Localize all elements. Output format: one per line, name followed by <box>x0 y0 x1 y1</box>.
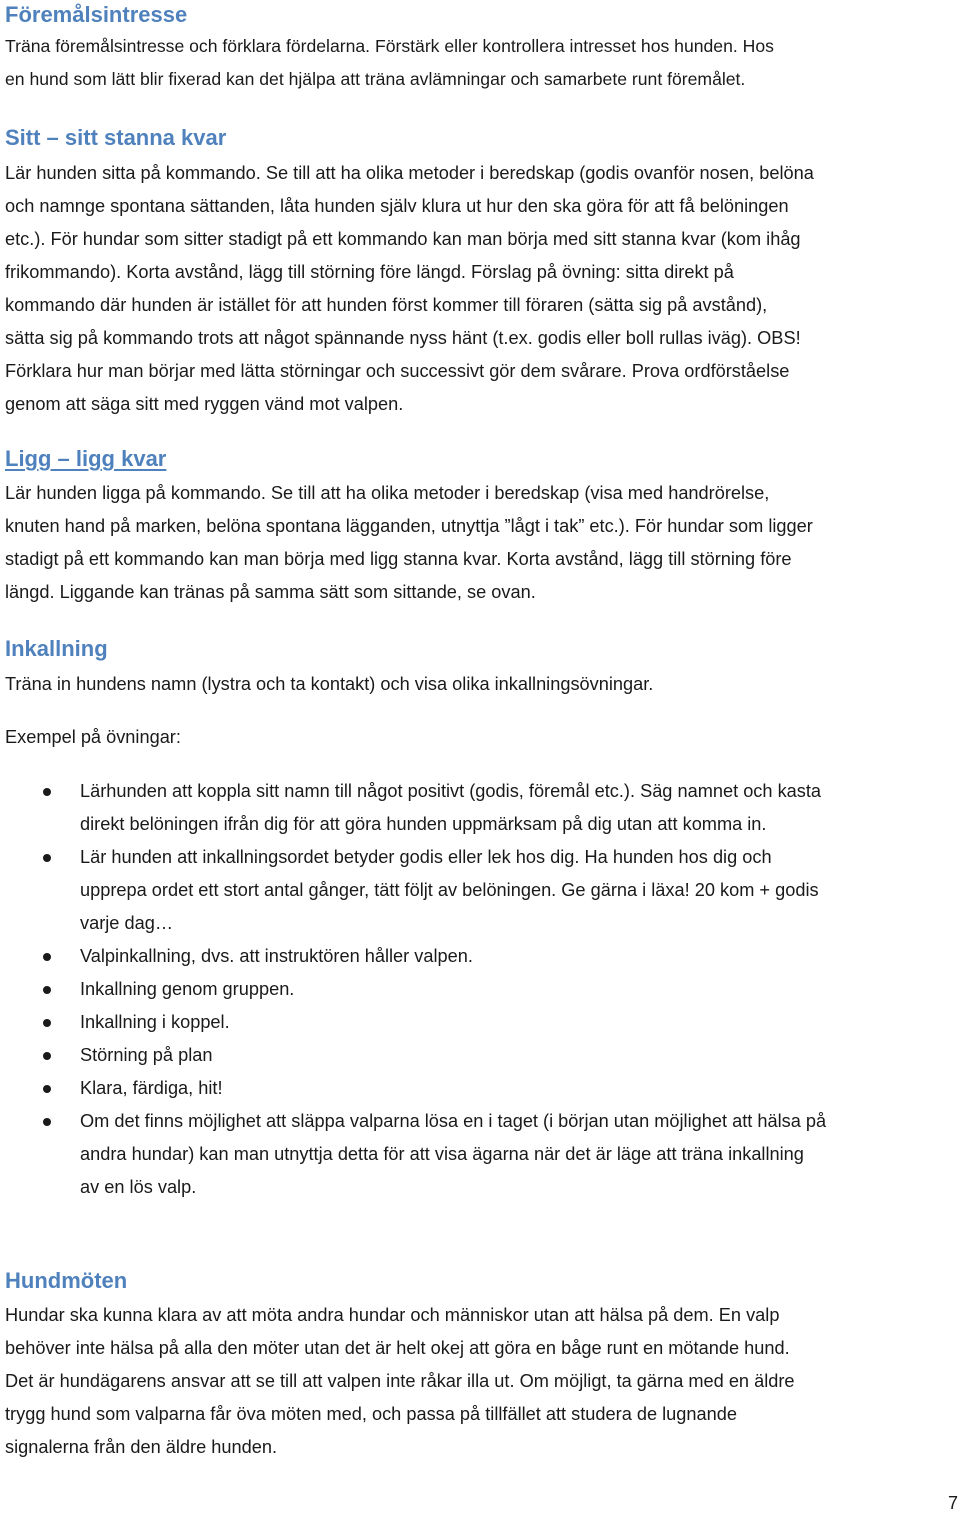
section-heading-ligg: Ligg – ligg kvar <box>5 446 167 471</box>
list-item: Lärhunden att koppla sitt namn till något positivt (godis, föremål etc.). Säg namnet och kasta direkt belöningen ifrån dig för att göra hunden uppmärksam på dig utan att komma in. <box>5 775 960 841</box>
bullet-icon <box>43 1019 51 1027</box>
paragraph-line: frikommando). Korta avstånd, lägg till störning före längd. Förslag på övning: sitta direkt på <box>5 262 734 282</box>
page-number: 7 <box>947 1493 958 1513</box>
bullet-icon <box>43 1085 51 1093</box>
paragraph-line: Träna föremålsintresse och förklara fördelarna. Förstärk eller kontrollera intresset hos hunden. Hos <box>5 36 774 56</box>
list-item: Valpinkallning, dvs. att instruktören håller valpen. <box>5 940 960 973</box>
bullet-icon <box>43 953 51 961</box>
paragraph-line: Förklara hur man börjar med lätta störningar och successivt gör dem svårare. Prova ordförståelse <box>5 361 790 381</box>
list-item: Inkallning i koppel. <box>5 1006 960 1039</box>
list-item: Störning på plan <box>5 1039 960 1072</box>
paragraph-line: genom att säga sitt med ryggen vänd mot valpen. <box>5 394 404 414</box>
bullet-icon <box>43 854 51 862</box>
paragraph-line: Det är hundägarens ansvar att se till att valpen inte råkar illa ut. Om möjligt, ta gärna med en äldre <box>5 1371 795 1391</box>
paragraph-line: Hundar ska kunna klara av att möta andra hundar och människor utan att hälsa på dem. En valp <box>5 1305 780 1325</box>
list-item: Lär hunden att inkallningsordet betyder godis eller lek hos dig. Ha hunden hos dig och upprepa ordet ett stort antal gånger, tätt följt av belöningen. Ge gärna i läxa! 20 kom + godis varje dag… <box>5 841 960 940</box>
paragraph-line: en hund som lätt blir fixerad kan det hjälpa att träna avlämningar och samarbete runt föremålet. <box>5 69 746 89</box>
paragraph-line: Lär hunden ligga på kommando. Se till att ha olika metoder i beredskap (visa med handrörelse, <box>5 483 770 503</box>
bullet-icon <box>43 1052 51 1060</box>
paragraph-line: längd. Liggande kan tränas på samma sätt som sittande, se ovan. <box>5 582 536 602</box>
section-heading-sitt: Sitt – sitt stanna kvar <box>5 125 227 150</box>
paragraph-line: signalerna från den äldre hunden. <box>5 1437 278 1457</box>
paragraph-line: och namnge spontana sättanden, låta hunden själv klura ut hur den ska göra för att få belöningen <box>5 196 789 216</box>
paragraph-line: stadigt på ett kommando kan man börja med ligg stanna kvar. Korta avstånd, lägg till störning före <box>5 549 792 569</box>
bullet-icon <box>43 986 51 994</box>
exercise-list <box>5 775 960 1204</box>
bullet-icon <box>43 1118 51 1126</box>
paragraph-line: sätta sig på kommando trots att något spännande nyss hänt (t.ex. godis eller boll rullas iväg). OBS! <box>5 328 801 348</box>
examples-label: Exempel på övningar: <box>5 727 181 747</box>
paragraph-line: etc.). För hundar som sitter stadigt på ett kommando kan man börja med sitt stanna kvar (kom ihåg <box>5 229 801 249</box>
list-item: Inkallning genom gruppen. <box>5 973 960 1006</box>
paragraph-line: Träna in hundens namn (lystra och ta kontakt) och visa olika inkallningsövningar. <box>5 674 654 694</box>
paragraph-line: knuten hand på marken, belöna spontana lägganden, utnyttja ”lågt i tak” etc.). För hundar som ligger <box>5 516 813 536</box>
section-heading-inkallning: Inkallning <box>5 636 108 661</box>
section-heading-hundmoten: Hundmöten <box>5 1268 128 1293</box>
list-item: Om det finns möjlighet att släppa valparna lösa en i taget (i början utan möjlighet att hälsa på andra hundar) kan man utnyttja detta för att visa ägarna när det är läge att träna inkallning av en lös valp. <box>5 1105 960 1204</box>
list-item: Klara, färdiga, hit! <box>5 1072 960 1105</box>
bullet-icon <box>43 788 51 796</box>
section-heading-foremalsintresse: Föremålsintresse <box>5 2 188 27</box>
paragraph-line: behöver inte hälsa på alla den möter utan det är helt okej att göra en båge runt en mötande hund. <box>5 1338 790 1358</box>
paragraph-line: kommando där hunden är istället för att hunden först kommer till föraren (sätta sig på avstånd), <box>5 295 768 315</box>
paragraph-line: Lär hunden sitta på kommando. Se till att ha olika metoder i beredskap (godis ovanför nosen, belöna <box>5 163 814 183</box>
paragraph-line: trygg hund som valparna får öva möten med, och passa på tillfället att studera de lugnande <box>5 1404 737 1424</box>
